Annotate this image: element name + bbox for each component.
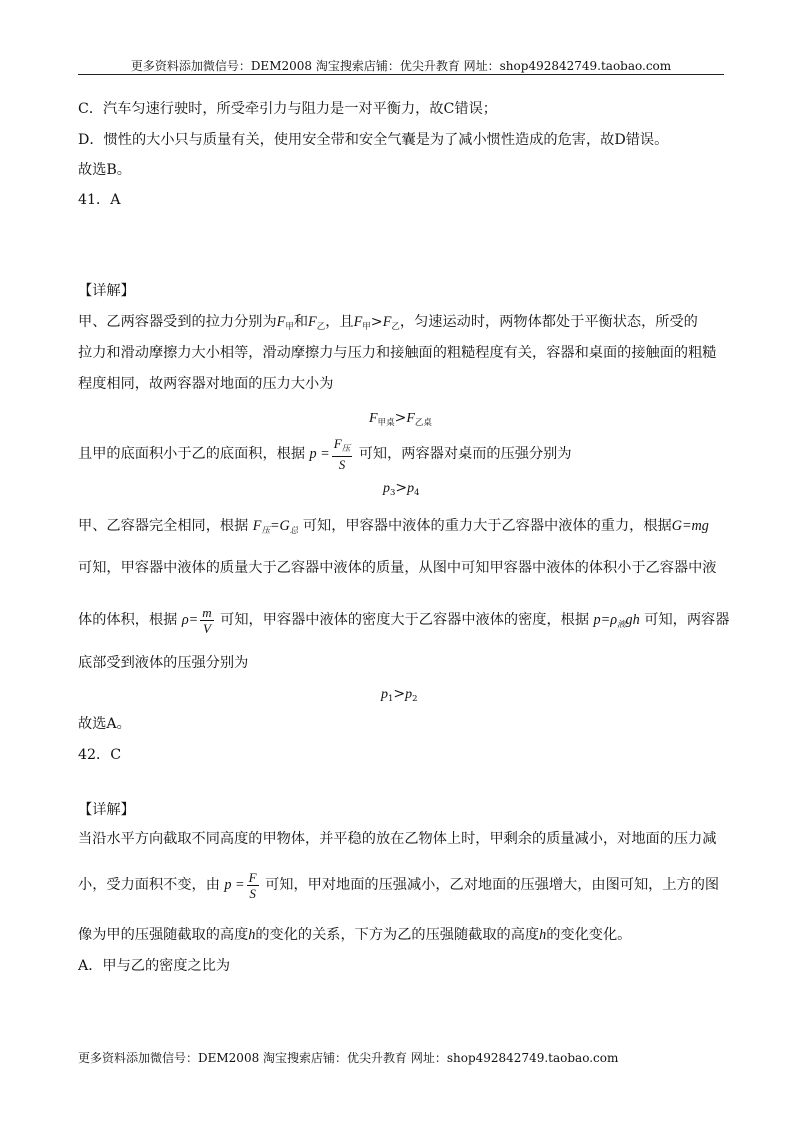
paragraph-line: 程度相同，故两容器对地面的压力大小为 bbox=[78, 376, 334, 392]
paragraph-line: 当沿水平方向截取不同高度的甲物体，并平稳的放在乙物体上时，甲剩余的质量减小，对地面的压力减 bbox=[78, 831, 717, 847]
detail-heading-41: 【详解】 bbox=[78, 283, 135, 299]
paragraph-line: 小，受力面积不变，由 p = $\frac{F}{S}$ 可知，甲对地面的压强减小，乙对地面的压强增大，由图可知，上方的图 bbox=[78, 869, 720, 901]
question-42-answer: 42．C bbox=[78, 747, 122, 763]
paragraph-line: 体的体积，根据 ρ= $\frac{m}{V}$ 可知，甲容器中液体的密度大于乙容器中液体的密度，根据 $p=\rho_液gh$ 可知，两容器 bbox=[78, 604, 730, 636]
option-a-line: A．甲与乙的密度之比为 bbox=[78, 958, 231, 974]
paragraph-line: 拉力和滑动摩擦力大小相等，滑动摩擦力与压力和接触面的粗糙程度有关，容器和桌面的接触面的粗糙 bbox=[78, 345, 717, 361]
answer-select-a: 故选A。 bbox=[78, 716, 131, 732]
page-footer: 更多资料添加微信号：DEM2008 淘宝搜索店铺：优尖升教育 网址：shop492842749.taobao.com bbox=[78, 1051, 619, 1065]
paragraph-line: 底部受到液体的压强分别为 bbox=[78, 655, 249, 671]
equation-force-compare: $F_{甲桌}>F_{乙桌}$ bbox=[369, 410, 432, 428]
answer-select-b: 故选B。 bbox=[78, 162, 131, 178]
equation-p3-p4: $p_3>p_4$ bbox=[383, 480, 420, 498]
header-divider bbox=[78, 74, 724, 75]
paragraph-line: 甲、乙容器完全相同，根据 $F_压=G_总$ 可知，甲容器中液体的重力大于乙容器中液体的重力，根据G=mg bbox=[78, 518, 709, 535]
paragraph-line: 且甲的底面积小于乙的底面积，根据 p = $\frac{F_压}{S}$ 可知，两容器对桌而的压强分别为 bbox=[78, 436, 572, 472]
option-d-line: D．惯性的大小只与质量有关，使用安全带和安全气囊是为了减小惯性造成的危害，故D错误。 bbox=[78, 132, 669, 148]
page-header: 更多资料添加微信号：DEM2008 淘宝搜索店铺：优尖升教育 网址：shop492842749.taobao.com bbox=[130, 59, 672, 73]
question-41-answer: 41．A bbox=[78, 192, 121, 208]
option-c-line: C．汽车匀速行驶时，所受牵引力与阻力是一对平衡力，故C错误； bbox=[78, 101, 497, 117]
paragraph-line: 甲、乙两容器受到的拉力分别为$F_甲$和$F_乙$，且$F_甲>F_乙$，匀速运动时，两物体都处于平衡状态，所受的 bbox=[78, 314, 698, 332]
detail-heading-42: 【详解】 bbox=[78, 802, 135, 818]
paragraph-line: 像为甲的压强随截取的高度h的变化的关系，下方为乙的压强随截取的高度h的变化变化。 bbox=[78, 927, 632, 943]
paragraph-line: 可知，甲容器中液体的质量大于乙容器中液体的质量，从图中可知甲容器中液体的体积小于乙容器中液 bbox=[78, 560, 717, 576]
equation-p1-p2: $p_1>p_2$ bbox=[381, 686, 418, 704]
